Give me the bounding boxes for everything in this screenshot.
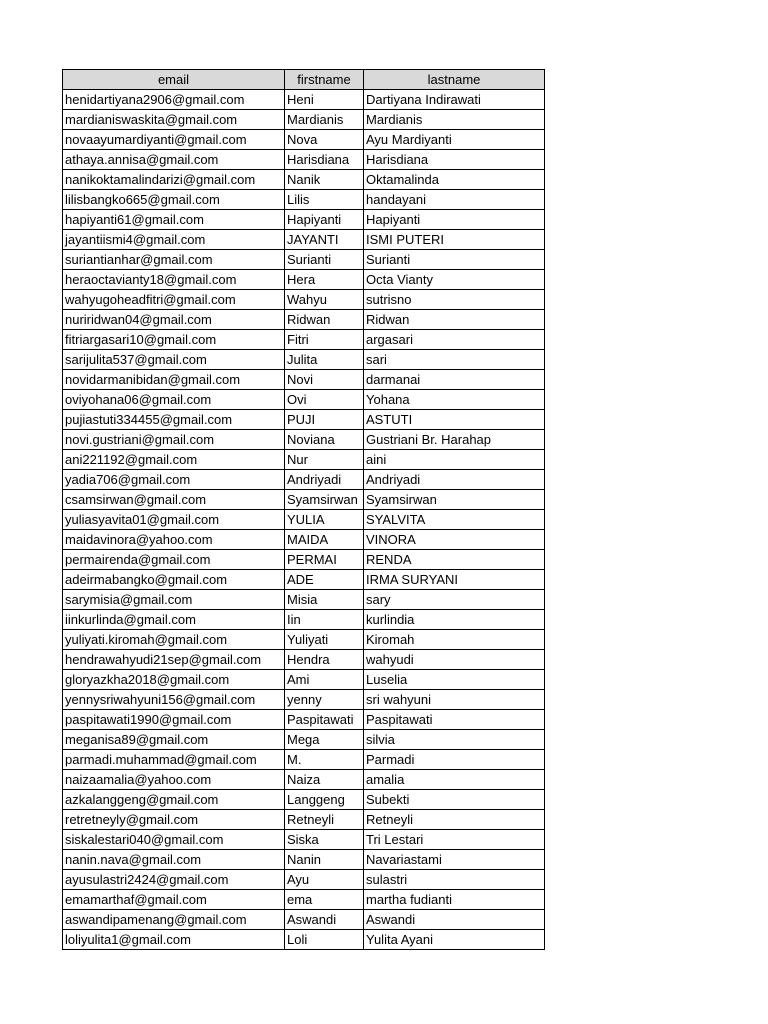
lastname-cell: Harisdiana — [364, 150, 545, 170]
email-cell: heraoctavianty18@gmail.com — [63, 270, 285, 290]
table-row — [63, 230, 545, 250]
firstname-cell: Hera — [285, 270, 364, 290]
firstname-cell: Mardianis — [285, 110, 364, 130]
lastname-cell: VINORA — [364, 530, 545, 550]
lastname-cell: SYALVITA — [364, 510, 545, 530]
email-cell: meganisa89@gmail.com — [63, 730, 285, 750]
email-cell: yuliasyavita01@gmail.com — [63, 510, 285, 530]
table-row — [63, 750, 545, 770]
firstname-cell: Misia — [285, 590, 364, 610]
lastname-cell: amalia — [364, 770, 545, 790]
firstname-cell: ADE — [285, 570, 364, 590]
lastname-cell: kurlindia — [364, 610, 545, 630]
table-body — [63, 90, 545, 950]
firstname-cell: Hapiyanti — [285, 210, 364, 230]
firstname-cell: yenny — [285, 690, 364, 710]
table-row — [63, 250, 545, 270]
firstname-cell: Nanin — [285, 850, 364, 870]
firstname-cell: Harisdiana — [285, 150, 364, 170]
email-cell: athaya.annisa@gmail.com — [63, 150, 285, 170]
firstname-cell: Andriyadi — [285, 470, 364, 490]
lastname-cell: ASTUTI — [364, 410, 545, 430]
email-cell: fitriargasari10@gmail.com — [63, 330, 285, 350]
firstname-cell: Ridwan — [285, 310, 364, 330]
lastname-cell: Oktamalinda — [364, 170, 545, 190]
email-cell: yennysriwahyuni156@gmail.com — [63, 690, 285, 710]
email-cell: aswandipamenang@gmail.com — [63, 910, 285, 930]
header-row — [63, 70, 545, 90]
lastname-cell: darmanai — [364, 370, 545, 390]
lastname-cell: Luselia — [364, 670, 545, 690]
email-cell: wahyugoheadfitri@gmail.com — [63, 290, 285, 310]
header-email: email — [63, 70, 285, 90]
lastname-cell: Subekti — [364, 790, 545, 810]
firstname-cell: Heni — [285, 90, 364, 110]
lastname-cell: sulastri — [364, 870, 545, 890]
lastname-cell: argasari — [364, 330, 545, 350]
lastname-cell: Aswandi — [364, 910, 545, 930]
email-cell: retretneyly@gmail.com — [63, 810, 285, 830]
lastname-cell: martha fudianti — [364, 890, 545, 910]
lastname-cell: Andriyadi — [364, 470, 545, 490]
firstname-cell: PUJI — [285, 410, 364, 430]
firstname-cell: Paspitawati — [285, 710, 364, 730]
email-cell: csamsirwan@gmail.com — [63, 490, 285, 510]
firstname-cell: ema — [285, 890, 364, 910]
table-header — [63, 70, 545, 90]
email-cell: emamarthaf@gmail.com — [63, 890, 285, 910]
lastname-cell: Dartiyana Indirawati — [364, 90, 545, 110]
lastname-cell: Syamsirwan — [364, 490, 545, 510]
lastname-cell: sutrisno — [364, 290, 545, 310]
table-row — [63, 90, 545, 110]
email-cell: henidartiyana2906@gmail.com — [63, 90, 285, 110]
table-row — [63, 210, 545, 230]
email-cell: naizaamalia@yahoo.com — [63, 770, 285, 790]
table-row — [63, 350, 545, 370]
lastname-cell: Surianti — [364, 250, 545, 270]
firstname-cell: Lilis — [285, 190, 364, 210]
email-cell: oviyohana06@gmail.com — [63, 390, 285, 410]
lastname-cell: Octa Vianty — [364, 270, 545, 290]
email-cell: permairenda@gmail.com — [63, 550, 285, 570]
email-cell: hapiyanti61@gmail.com — [63, 210, 285, 230]
firstname-cell: Surianti — [285, 250, 364, 270]
lastname-cell: IRMA SURYANI — [364, 570, 545, 590]
table-row — [63, 310, 545, 330]
email-cell: gloryazkha2018@gmail.com — [63, 670, 285, 690]
email-cell: ayusulastri2424@gmail.com — [63, 870, 285, 890]
lastname-cell: Yohana — [364, 390, 545, 410]
table-row — [63, 550, 545, 570]
table-row — [63, 190, 545, 210]
lastname-cell: Retneyli — [364, 810, 545, 830]
lastname-cell: sri wahyuni — [364, 690, 545, 710]
email-cell: pujiastuti334455@gmail.com — [63, 410, 285, 430]
firstname-cell: Nova — [285, 130, 364, 150]
lastname-cell: Parmadi — [364, 750, 545, 770]
firstname-cell: Ovi — [285, 390, 364, 410]
table-row — [63, 330, 545, 350]
firstname-cell: Hendra — [285, 650, 364, 670]
lastname-cell: Navariastami — [364, 850, 545, 870]
email-cell: novidarmanibidan@gmail.com — [63, 370, 285, 390]
email-cell: yadia706@gmail.com — [63, 470, 285, 490]
firstname-cell: Iin — [285, 610, 364, 630]
table-row — [63, 530, 545, 550]
header-firstname: firstname — [285, 70, 364, 90]
table-row — [63, 270, 545, 290]
firstname-cell: Novi — [285, 370, 364, 390]
firstname-cell: JAYANTI — [285, 230, 364, 250]
table-row — [63, 850, 545, 870]
table-row — [63, 670, 545, 690]
email-cell: siskalestari040@gmail.com — [63, 830, 285, 850]
table-row — [63, 770, 545, 790]
email-cell: lilisbangko665@gmail.com — [63, 190, 285, 210]
firstname-cell: PERMAI — [285, 550, 364, 570]
lastname-cell: sari — [364, 350, 545, 370]
table-row — [63, 370, 545, 390]
email-cell: nuriridwan04@gmail.com — [63, 310, 285, 330]
email-cell: azkalanggeng@gmail.com — [63, 790, 285, 810]
email-cell: suriantianhar@gmail.com — [63, 250, 285, 270]
table-row — [63, 930, 545, 950]
email-cell: novi.gustriani@gmail.com — [63, 430, 285, 450]
email-cell: ani221192@gmail.com — [63, 450, 285, 470]
lastname-cell: Yulita Ayani — [364, 930, 545, 950]
firstname-cell: Retneyli — [285, 810, 364, 830]
lastname-cell: Hapiyanti — [364, 210, 545, 230]
lastname-cell: aini — [364, 450, 545, 470]
table-row — [63, 410, 545, 430]
lastname-cell: silvia — [364, 730, 545, 750]
lastname-cell: Ayu Mardiyanti — [364, 130, 545, 150]
table-row — [63, 910, 545, 930]
lastname-cell: Gustriani Br. Harahap — [364, 430, 545, 450]
firstname-cell: MAIDA — [285, 530, 364, 550]
table-row — [63, 430, 545, 450]
table-row — [63, 130, 545, 150]
email-cell: adeirmabangko@gmail.com — [63, 570, 285, 590]
email-cell: sarymisia@gmail.com — [63, 590, 285, 610]
firstname-cell: Ami — [285, 670, 364, 690]
table-row — [63, 710, 545, 730]
email-cell: iinkurlinda@gmail.com — [63, 610, 285, 630]
table-row — [63, 290, 545, 310]
table-row — [63, 590, 545, 610]
lastname-cell: Ridwan — [364, 310, 545, 330]
table-row — [63, 570, 545, 590]
firstname-cell: YULIA — [285, 510, 364, 530]
table-row — [63, 890, 545, 910]
firstname-cell: Syamsirwan — [285, 490, 364, 510]
email-cell: mardianiswaskita@gmail.com — [63, 110, 285, 130]
lastname-cell: Kiromah — [364, 630, 545, 650]
lastname-cell: Paspitawati — [364, 710, 545, 730]
table-row — [63, 510, 545, 530]
email-cell: loliyulita1@gmail.com — [63, 930, 285, 950]
table-row — [63, 450, 545, 470]
firstname-cell: Siska — [285, 830, 364, 850]
email-cell: nanin.nava@gmail.com — [63, 850, 285, 870]
table-row — [63, 110, 545, 130]
table-row — [63, 610, 545, 630]
firstname-cell: Langgeng — [285, 790, 364, 810]
table-row — [63, 730, 545, 750]
table-row — [63, 810, 545, 830]
table-row — [63, 790, 545, 810]
firstname-cell: Noviana — [285, 430, 364, 450]
table-row — [63, 470, 545, 490]
email-cell: maidavinora@yahoo.com — [63, 530, 285, 550]
lastname-cell: RENDA — [364, 550, 545, 570]
firstname-cell: Fitri — [285, 330, 364, 350]
email-cell: sarijulita537@gmail.com — [63, 350, 285, 370]
firstname-cell: Mega — [285, 730, 364, 750]
email-cell: yuliyati.kiromah@gmail.com — [63, 630, 285, 650]
lastname-cell: handayani — [364, 190, 545, 210]
header-lastname: lastname — [364, 70, 545, 90]
table-row — [63, 690, 545, 710]
table-row — [63, 390, 545, 410]
table-row — [63, 170, 545, 190]
lastname-cell: Mardianis — [364, 110, 545, 130]
email-cell: nanikoktamalindarizi@gmail.com — [63, 170, 285, 190]
lastname-cell: wahyudi — [364, 650, 545, 670]
firstname-cell: Nur — [285, 450, 364, 470]
firstname-cell: Wahyu — [285, 290, 364, 310]
firstname-cell: Aswandi — [285, 910, 364, 930]
firstname-cell: Ayu — [285, 870, 364, 890]
table-row — [63, 630, 545, 650]
email-cell: parmadi.muhammad@gmail.com — [63, 750, 285, 770]
email-cell: hendrawahyudi21sep@gmail.com — [63, 650, 285, 670]
email-cell: novaayumardiyanti@gmail.com — [63, 130, 285, 150]
firstname-cell: Loli — [285, 930, 364, 950]
table-row — [63, 870, 545, 890]
lastname-cell: sary — [364, 590, 545, 610]
table-row — [63, 150, 545, 170]
lastname-cell: Tri Lestari — [364, 830, 545, 850]
contacts-table — [62, 69, 545, 950]
table-row — [63, 650, 545, 670]
firstname-cell: Yuliyati — [285, 630, 364, 650]
table-row — [63, 830, 545, 850]
lastname-cell: ISMI PUTERI — [364, 230, 545, 250]
firstname-cell: M. — [285, 750, 364, 770]
firstname-cell: Naiza — [285, 770, 364, 790]
email-cell: jayantiismi4@gmail.com — [63, 230, 285, 250]
email-cell: paspitawati1990@gmail.com — [63, 710, 285, 730]
firstname-cell: Julita — [285, 350, 364, 370]
table-row — [63, 490, 545, 510]
firstname-cell: Nanik — [285, 170, 364, 190]
